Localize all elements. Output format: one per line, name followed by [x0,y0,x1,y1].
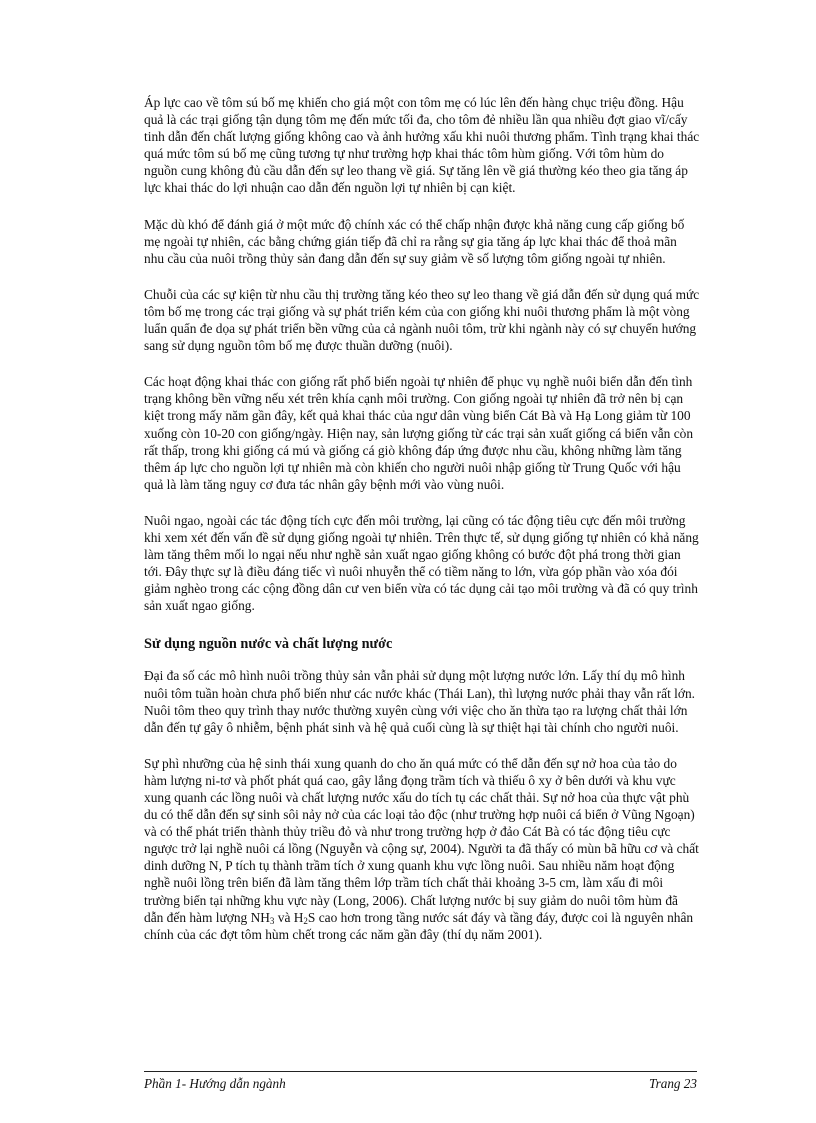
paragraph-wild-supply: Mặc dù khó để đánh giá ở một mức độ chính xác có thể chấp nhận được khả năng cung cấp giống bố mẹ ngoài tự nhiên, các bằng chứng gián tiếp đã chỉ ra rằng sự gia tăng áp lực khai thác để thoả mãn nhu cầu của nuôi trồng thủy sản đang dẫn đến sự suy giảm về số lượng tôm giống ngoài tự nhiên. [144,216,685,266]
page-footer [144,1076,697,1094]
footer-section-title: Phần 1- Hướng dẫn ngành [144,1076,286,1091]
eutrophication-text-1: Sự phì nhưỡng của hệ sinh thái xung quanh do cho ăn quá mức có thể dẫn đến sự nở hoa của tảo do hàm lượng ni-tơ và phốt phát quá cao, gây lắng đọng trầm tích và thiếu ô xy ở bên dưới và khu vực xung quanh các lồng nuôi và chất lượng nước xấu do tích tụ các chất thải. Sự nở hoa của thực vật phù du có thể dẫn đến sự sinh sôi nảy nở của các loại tảo độc (như trường hợp nuôi cá biển ở Vũng Ngoạn) và có thể phát triển thành thủy triều đỏ và như trong trường hợp ở đảo Cát Bà có tác động tiêu cực ngược trở lại nghề nuôi cá lồng (Nguyễn và cộng sự, 2004). Người ta đã thấy có mùn bã hữu cơ và chất dinh dưỡng N, P tích tụ thành trầm tích ở xung quanh khu vực lồng nuôi. Sau nhiều năm hoạt động nghề nuôi lồng trên biển đã làm tăng thêm lớp trầm tích chất thải khoảng 3-5 cm, làm xấu đi môi trường biển tại những khu vực này (Long, 2006). Chất lượng nước bị suy giảm do nuôi tôm hùm đã dẫn đến hàm lượng NH [144,755,699,925]
subscript-nh3: 3 [269,915,275,926]
section-heading-water-use: Sử dụng nguồn nước và chất lượng nước [144,636,393,653]
eutrophication-text-2: và H [274,909,304,925]
paragraph-water-volume: Đại đa số các mô hình nuôi trồng thủy sản vẫn phải sử dụng một lượng nước lớn. Lấy thí dụ mô hình nuôi tôm tuần hoàn chưa phổ biến như các nước khác (Thái Lan), thì lượng nước phải thay vẫn rất lớn. Nuôi tôm theo quy trình thay nước thường xuyên cùng với việc cho ăn thừa tạo ra lượng chất thải lớn dẫn đến tự gây ô nhiễm, bệnh phát sinh và hệ quả cuối cùng là sự thiệt hại tài chính cho người nuôi. [144,668,695,735]
paragraph-seed-collection: Các hoạt động khai thác con giống rất phổ biến ngoài tự nhiên để phục vụ nghề nuôi biển dẫn đến tình trạng không bền vững nếu xét trên khía cạnh môi trường. Con giống ngoài tự nhiên đã trở nên bị cạn kiệt trong mấy năm gần đây, kết quả khai thác của ngư dân vùng biển Cát Bà và Hạ Long giảm từ 100 xuống còn 10-20 con giống/ngày. Hiện nay, sản lượng giống từ các trại sản xuất giống cá biển vẫn còn rất thấp, trong khi giống cá mú và giống cá giò không đáp ứng được nhu cầu, không những làm tăng thêm áp lực cho nguồn lợi tự nhiên mà còn khiến cho người nuôi nhập giống từ Trung Quốc với hậu quả là làm tăng nguy cơ đưa tác nhân gây bệnh mới vào vùng nuôi. [144,374,694,492]
footer-divider [144,1071,697,1072]
paragraph-broodstock-pressure: Áp lực cao về tôm sú bố mẹ khiến cho giá một con tôm mẹ có lúc lên đến hàng chục triệu đồng. Hậu quả là các trại giống tận dụng tôm mẹ đến mức tối đa, cho tôm đẻ nhiều lần qua nhiều đợt giao vĩ/cấy tinh dẫn đến chất lượng giống không cao và ảnh hưởng xấu khi nuôi thương phẩm. Tình trạng khai thác quá mức tôm sú bố mẹ cũng tương tự như trường hợp khai thác tôm hùm giống. Với tôm hùm do nguồn cung không đủ cầu dẫn đến sự leo thang về giá. Sự tăng lên về giá thường kéo theo gia tăng áp lực khai thác do lợi nhuận cao dẫn đến nguồn lợi tự nhiên bị cạn kiệt. [144,95,700,196]
footer-page-number: Trang 23 [648,1076,697,1091]
paragraph-clam-farming: Nuôi ngao, ngoài các tác động tích cực đến môi trường, lại cũng có tác động tiêu cực đến môi trường khi xem xét đến vấn đề sử dụng giống ngoài tự nhiên. Trên thực tế, sử dụng giống tự nhiên có khả năng làm tăng thêm mối lo ngại nếu như nghề sản xuất ngao giống không có bước đột phá trong thời gian tới. Đây thực sự là điều đáng tiếc vì nuôi nhuyễn thể có tiềm năng to lớn, vừa góp phần vào xóa đói giảm nghèo trong các cộng đồng dân cư ven biển vừa có tác dụng cải tạo môi trường và đã có quy trình sản xuất ngao giống. [144,512,699,614]
paragraph-eutrophication [144,755,700,943]
page-content [144,94,700,962]
subscript-h2s: 2 [303,915,308,926]
paragraph-vicious-cycle: Chuỗi của các sự kiện từ nhu cầu thị trường tăng kéo theo sự leo thang về giá dẫn đến sử dụng quá mức tôm bố mẹ trong các trại giống và sự phát triển kém của con giống khi nuôi thương phẩm là một vòng luẩn quẩn đe dọa sự phát triển bền vững của cả ngành nuôi tôm, trừ khi ngành này có sự chuyển hướng sang sử dụng nguồn tôm bố mẹ được thuần dưỡng (nuôi). [144,286,700,354]
eutrophication-text-3: S cao hơn trong tầng nước sát đáy và tầng đáy, được coi là nguyên nhân chính của các đợt tôm hùm chết trong các năm gần đây (thí dụ năm 2001). [144,909,694,942]
